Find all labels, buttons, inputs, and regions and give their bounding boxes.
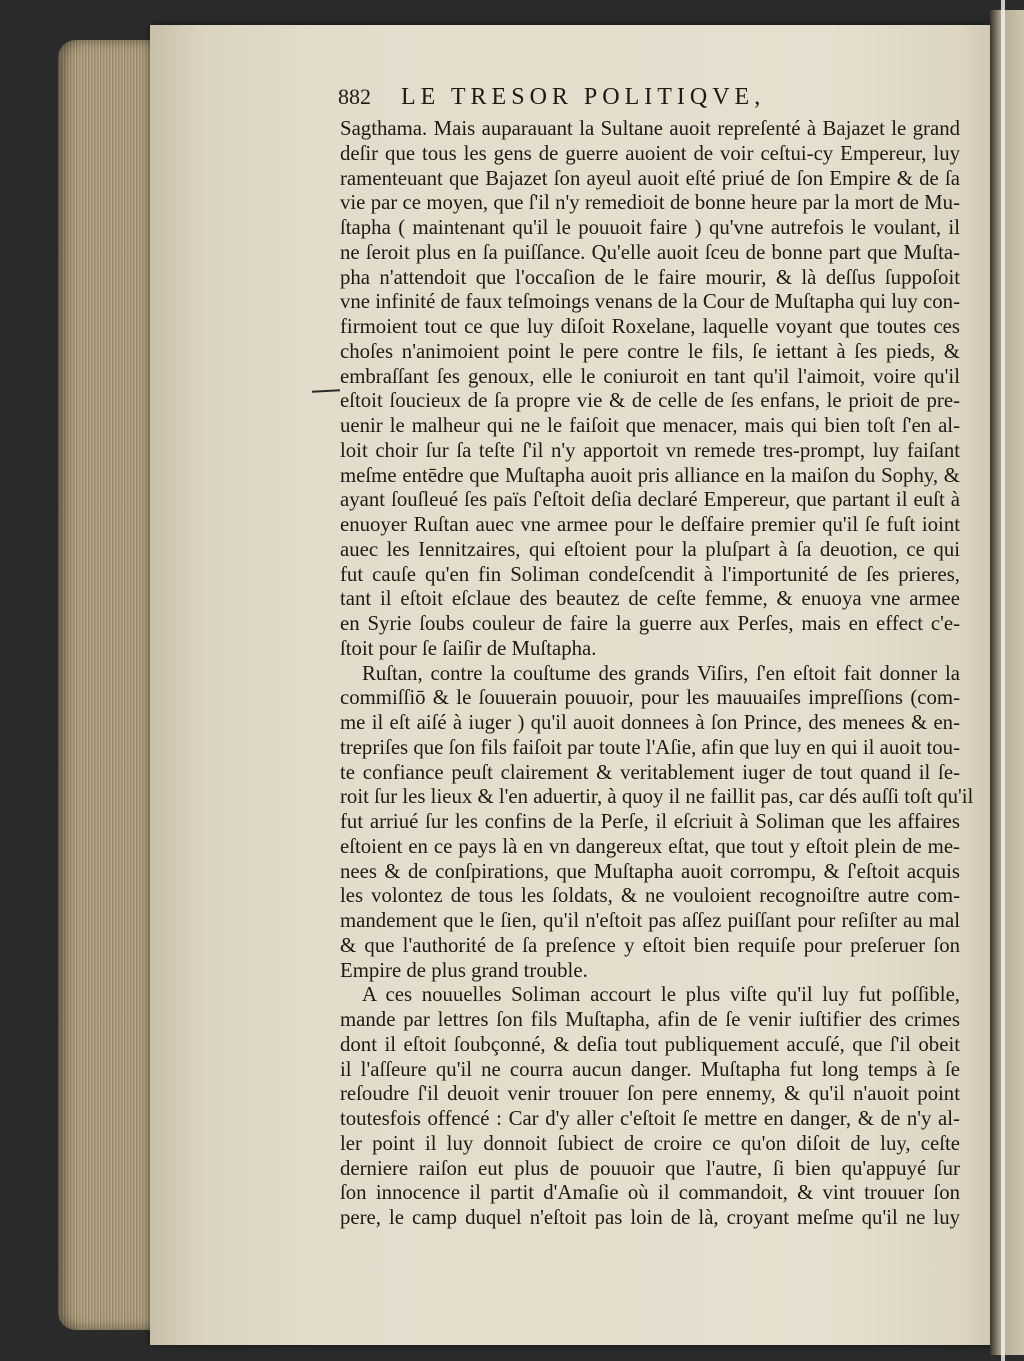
text-line: eſtoient en ce pays là en vn dangereux eſtat, que tout y eſtoit plein de me-	[340, 834, 960, 858]
text-line: il l'aſſeure qu'il ne courra aucun danger. Muſtapha fut long temps à ſe	[340, 1057, 960, 1081]
page-header	[338, 84, 898, 111]
text-line: dont il eſtoit ſoubçonné, & deſia tout publiquement accuſé, que ſ'il obeit	[340, 1032, 960, 1056]
page-number: 882	[338, 84, 371, 109]
text-line: fut arriué ſur les confins de la Perſe, il eſcriuit à Soliman que les affaires	[340, 810, 960, 833]
text-line: firmoient tout ce que luy diſoit Roxelane, laquelle voyant que toutes ces	[340, 315, 960, 338]
text-line: embraſſant ſes genoux, elle le coniuroit en tant qu'il l'aimoit, voire qu'il	[340, 364, 960, 388]
text-line: les volontez de tous les ſoldats, & ne vouloient recognoiſtre autre com-	[340, 884, 960, 908]
text-line: derniere raiſon eut plus de pouuoir que l'autre, ſi bien qu'appuyé ſur	[340, 1156, 960, 1180]
text-line: & que l'authorité de ſa preſence y eſtoit bien requiſe pour preſeruer ſon	[340, 933, 960, 957]
text-line: te confiance peuſt clairement & veritablement iuger de tout quand il ſe-	[340, 760, 960, 784]
scan-ruler-strip	[1001, 0, 1005, 1361]
text-line: trepriſes que ſon fils faiſoit par toute l'Aſie, afin que luy en qui il auoit tou-	[340, 735, 960, 759]
text-line: vie par ce moyen, que ſ'il n'y remedioit de bonne heure par la mort de Mu-	[340, 191, 960, 215]
text-line: ayant ſouſleué ſes païs ſ'eſtoit deſia declaré Empereur, que partant il euſt à	[340, 488, 960, 512]
text-line: ne ſeroit plus en ſa puiſſance. Qu'elle auoit ſceu de bonne part que Muſta-	[340, 240, 960, 264]
text-line: ſtapha ( maintenant qu'il le pouuoit faire ) qu'vne autrefois le voulant, il	[340, 216, 960, 239]
body-text	[340, 117, 974, 1231]
text-line: mande par lettres ſon fils Muſtapha, afin de ſe venir iuſtifier des crimes	[340, 1008, 960, 1031]
text-line: mandement que le ſien, qu'il n'eſtoit pas aſſez puiſſant pour reſiſter au mal	[340, 909, 960, 932]
text-line: A ces nouuelles Soliman accourt le plus viſte qu'il luy fut poſſible,	[362, 983, 960, 1007]
text-line: vne infinité de faux teſmoings venans de la Cour de Muſtapha qui luy con-	[340, 290, 960, 314]
text-line: roit ſur les lieux & l'en aduertir, à quoy il ne faillit pas, car dés auſſi toſt qu'il	[340, 785, 974, 809]
text-line: me il eſt aiſé à iuger ) qu'il auoit donnees à ſon Prince, des menees & en-	[340, 711, 960, 734]
text-line: choſes n'animoient point le pere contre le fils, ſe iettant à ſes pieds, &	[340, 339, 960, 363]
text-line: ſtoit pour ſe ſaiſir de Muſtapha.	[340, 636, 597, 660]
text-line: ramenteuant que Bajazet ſon ayeul auoit eſté priué de ſon Empire & de ſa	[340, 166, 960, 190]
text-line: ſon innocence il partit d'Amaſie où il commandoit, & vint trouuer ſon	[340, 1181, 960, 1205]
text-line: toutesfois offencé : Car d'y aller c'eſtoit ſe mettre en danger, & de n'y al-	[340, 1107, 960, 1130]
text-line: fut cauſe qu'en fin Soliman condeſcendit à l'importunité de ſes prieres,	[340, 562, 960, 586]
text-line: deſir que tous les gens de guerre auoient de voir ceſtui-cy Empereur, luy	[340, 141, 960, 165]
text-line: Sagthama. Mais auparauant la Sultane auoit repreſenté à Bajazet le grand	[340, 117, 960, 140]
text-line: meſme entēdre que Muſtapha auoit pris alliance en la maiſon du Sophy, &	[340, 463, 960, 487]
adjacent-page-edge	[990, 10, 1024, 1355]
text-line: loit choir ſur ſa teſte ſ'il n'y apportoit vn remede tres-prompt, luy faiſant	[340, 438, 960, 462]
text-line: ler point il luy donnoit ſubiect de croire ce qu'on diſoit de luy, ceſte	[340, 1131, 960, 1155]
text-line: enuoyer Ruſtan auec vne armee pour le deſfaire premier qu'il ſe fuſt ioint	[340, 513, 960, 536]
text-line: commiſſiō & le ſouuerain pouuoir, pour les mauuaiſes impreſſions (com-	[340, 686, 960, 710]
text-line: eſtoit ſoucieux de ſa propre vie & de celle de ſes enfans, le prioit de pre-	[340, 389, 960, 413]
text-line: nees & de conſpirations, que Muſtapha auoit corrompu, & ſ'eſtoit acquis	[340, 859, 960, 883]
text-line: pere, le camp duquel n'eſtoit pas loin de là, croyant meſme qu'il ne luy	[340, 1206, 960, 1229]
text-line: auec les Iennitzaires, qui eſtoient pour la pluſpart à ſa deuotion, ce qui	[340, 537, 960, 561]
running-title: LE TRESOR POLITIQVE,	[401, 84, 766, 110]
text-line: pha n'attendoit que l'occaſion de le faire mourir, & là deſſus ſuppoſoit	[340, 265, 960, 289]
text-line: Ruſtan, contre la couſtume des grands Viſirs, ſ'en eſtoit fait donner la	[362, 661, 960, 685]
text-line: en Syrie ſoubs couleur de faire la guerre aux Perſes, mais en effect c'e-	[340, 612, 960, 635]
text-line: reſoudre ſ'il deuoit venir trouuer ſon pere ennemy, & qu'il n'auoit point	[340, 1082, 960, 1106]
text-line: tant il eſtoit eſclaue des beautez de ceſte femme, & enuoya vne armee	[340, 587, 960, 611]
text-line: uenir le malheur qui ne le faiſoit que menacer, mais qui bien toſt ſ'en al-	[340, 414, 960, 437]
text-line: Empire de plus grand trouble.	[340, 958, 588, 982]
